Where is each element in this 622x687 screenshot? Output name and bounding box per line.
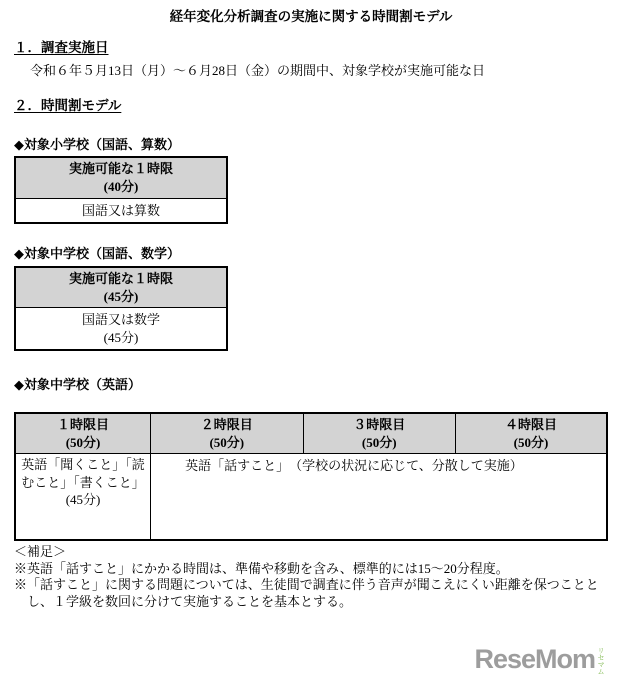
subject-line: 国語又は数学 xyxy=(81,312,160,328)
junior-high-english-table xyxy=(14,412,608,541)
period-duration-line: (50分) xyxy=(209,434,245,450)
table-body-row xyxy=(15,308,227,351)
table-header-row xyxy=(15,157,227,198)
resemom-logo xyxy=(474,646,604,675)
header-duration-line: (40分) xyxy=(103,178,139,194)
section2-heading: ２．時間割モデル xyxy=(14,97,122,113)
period-name-line: １時限目 xyxy=(57,417,110,433)
survey-date-text: 令和６年５月13日（月）～６月28日（金）の期間中、対象学校が実施可能な日 xyxy=(30,63,486,79)
document-title: 経年変化分析調査の実施に関する時間割モデル xyxy=(169,9,453,24)
elementary-school-label: ◆対象小学校（国語、算数） xyxy=(14,136,180,152)
subject-cell xyxy=(15,198,227,223)
supplement-heading: ＜補足＞ xyxy=(14,543,67,559)
section-timetable-model xyxy=(14,97,608,541)
header-title-line: 実施可能な１時限 xyxy=(68,161,173,177)
available-period-header-cell xyxy=(15,267,227,308)
period-1-header-cell xyxy=(15,413,151,454)
supplement-note-2: ※「話すこと」に関する問題については、生徒間で調査に伴う音声が聞こえにくい距離を保つこととし、１学級を数回に分けて実施することを基本とする。 xyxy=(14,577,599,610)
supplement-note-1: ※英語「話すこと」にかかる時間は、準備や移動を含み、標準的には15～20分程度。 xyxy=(14,560,509,576)
subject-duration-line: (45分) xyxy=(103,329,139,345)
junior-high-jp-math-label: ◆対象中学校（国語、数学） xyxy=(14,246,180,262)
english-body-row xyxy=(15,454,607,540)
period-4-header-cell xyxy=(456,413,608,454)
english-listening-reading-writing-cell xyxy=(15,454,151,540)
period-name-line: ４時限目 xyxy=(504,417,557,433)
period-2-header-cell xyxy=(151,413,303,454)
english-speaking-cell: 英語「話すこと」 （学校の状況に応じて、分散して実施） xyxy=(151,454,607,540)
listening-duration-line: (45分) xyxy=(65,492,101,508)
section-survey-date xyxy=(14,39,608,80)
listening-subject-text: 英語「聞くこと」「読むこと」「書くこと」 xyxy=(21,457,145,490)
period-name-line: ３時限目 xyxy=(353,417,406,433)
header-duration-line: (45分) xyxy=(103,288,139,304)
period-name-line: ２時限目 xyxy=(200,417,253,433)
junior-high-jp-math-table xyxy=(14,266,228,351)
table-header-row xyxy=(15,267,227,308)
available-period-header-cell xyxy=(15,157,227,198)
period-duration-line: (50分) xyxy=(361,434,397,450)
header-title-line: 実施可能な１時限 xyxy=(68,270,173,286)
period-duration-line: (50分) xyxy=(513,434,549,450)
resemom-ruby-text: リセマム xyxy=(597,647,604,675)
table-body-row xyxy=(15,198,227,223)
period-3-header-cell xyxy=(303,413,455,454)
period-duration-line: (50分) xyxy=(65,434,101,450)
junior-high-english-label: ◆対象中学校（英語） xyxy=(14,377,141,393)
elementary-school-table xyxy=(14,156,228,224)
period-header-row xyxy=(15,413,607,454)
resemom-wordmark: ReseMom xyxy=(474,644,595,674)
section1-heading: １．調査実施日 xyxy=(14,39,109,55)
subject-line: 国語又は算数 xyxy=(81,202,160,218)
subject-cell xyxy=(15,308,227,351)
supplement-section xyxy=(14,544,608,612)
